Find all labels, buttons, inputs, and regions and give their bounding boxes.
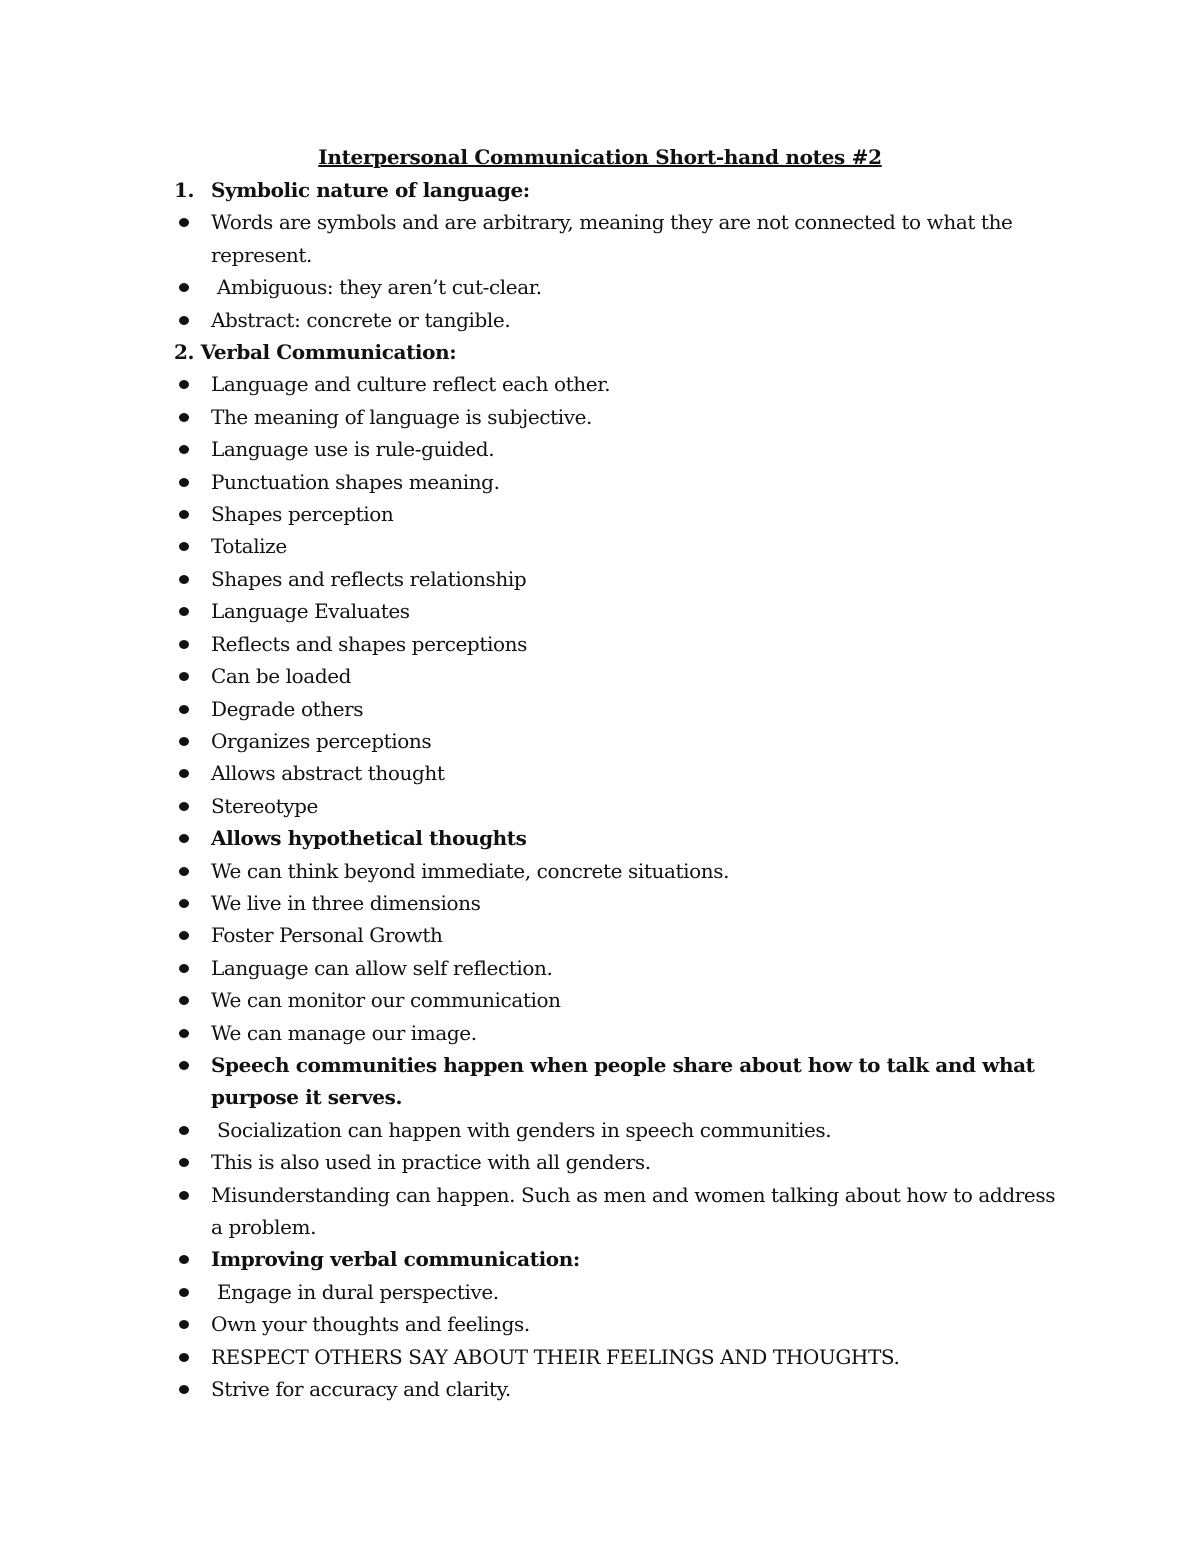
bullet-icon [179, 413, 189, 422]
list-item-text: We can manage our image. [211, 1020, 477, 1045]
bullet-icon [179, 867, 189, 876]
list-item-text: Degrade others [211, 696, 364, 721]
list-item [0, 919, 1200, 951]
list-item-text: Engage in dural perspective. [211, 1279, 499, 1304]
list-item-text: Words are symbols and are arbitrary, meaning they are not connected to what the represent. [211, 210, 1013, 267]
list-item-text: Language Evaluates [211, 599, 410, 624]
list-item [0, 304, 1200, 336]
bullet-icon [179, 899, 189, 908]
list-item-text: Misunderstanding can happen. Such as men and women talking about how to address a problem. [211, 1182, 1056, 1239]
list-item [0, 1373, 1200, 1405]
list-item [0, 1017, 1200, 1049]
list-item-text: Shapes perception [211, 502, 394, 527]
bullet-icon [179, 1029, 189, 1038]
list-item-text: Own your thoughts and feelings. [211, 1312, 530, 1337]
section-heading-text: Symbolic nature of language: [211, 178, 530, 202]
list-item-text: We can monitor our communication [211, 988, 561, 1013]
bullet-icon [179, 1288, 189, 1297]
list-item-text: Speech communities happen when people share about how to talk and what purpose it serves. [211, 1052, 1035, 1110]
list-item-text: Abstract: concrete or tangible. [211, 307, 511, 332]
list-item-text: Language can allow self reflection. [211, 955, 553, 980]
list-item [0, 401, 1200, 433]
bullet-icon [179, 1126, 189, 1135]
list-item-text: Totalize [211, 534, 287, 559]
list-item-text: Foster Personal Growth [211, 923, 443, 948]
list-item [0, 1179, 1200, 1244]
list-item-text: We live in three dimensions [211, 890, 481, 915]
list-item-text: Punctuation shapes meaning. [211, 469, 500, 494]
list-item [0, 368, 1200, 400]
list-item-text: Improving verbal communication: [211, 1247, 580, 1272]
list-item-text: Language use is rule-guided. [211, 437, 495, 462]
list-item [0, 530, 1200, 562]
list-item-text: Can be loaded [211, 664, 352, 689]
list-item-text: Stereotype [211, 793, 318, 818]
list-item-text: Ambiguous: they aren’t cut-clear. [211, 275, 542, 300]
bullet-icon [179, 510, 189, 519]
section-2-heading: 2. Verbal Communication: [174, 340, 457, 365]
list-item [0, 1308, 1200, 1340]
list-item [0, 1114, 1200, 1146]
bullet-icon [179, 802, 189, 811]
bullet-icon [179, 1191, 189, 1200]
list-item [0, 1341, 1200, 1373]
list-item-text: This is also used in practice with all genders. [211, 1150, 651, 1175]
list-number: 1. [174, 178, 195, 202]
list-item [0, 271, 1200, 303]
list-item [0, 822, 1200, 854]
list-item [0, 984, 1200, 1016]
list-item [0, 1049, 1200, 1114]
list-item-text: Allows abstract thought [211, 761, 445, 786]
document-title: Interpersonal Communication Short-hand notes #2 [318, 145, 882, 169]
list-item-text: Allows hypothetical thoughts [211, 826, 527, 851]
list-item [0, 887, 1200, 919]
bullet-icon [179, 1061, 189, 1070]
bullet-icon [179, 1353, 189, 1362]
section-1-heading [0, 174, 1200, 206]
bullet-icon [179, 316, 189, 325]
list-item-text: Reflects and shapes perceptions [211, 631, 527, 656]
list-item-text: Language and culture reflect each other. [211, 372, 611, 397]
document-body [0, 174, 1200, 1405]
list-item [0, 757, 1200, 789]
list-item [0, 628, 1200, 660]
list-item [0, 855, 1200, 887]
list-item [0, 466, 1200, 498]
list-item-text: We can think beyond immediate, concrete situations. [211, 858, 730, 883]
list-item [0, 595, 1200, 627]
list-item [0, 660, 1200, 692]
list-item-text: The meaning of language is subjective. [211, 404, 592, 429]
list-item [0, 498, 1200, 530]
list-item [0, 725, 1200, 757]
list-item-text: Strive for accuracy and clarity. [211, 1377, 511, 1402]
list-item [0, 563, 1200, 595]
list-item-text: Organizes perceptions [211, 728, 432, 753]
list-item [0, 1243, 1200, 1275]
list-item [0, 1146, 1200, 1178]
list-item [0, 693, 1200, 725]
bullet-icon [179, 575, 189, 584]
list-item-text: RESPECT OTHERS SAY ABOUT THEIR FEELINGS AND THOUGHTS. [211, 1344, 900, 1369]
bullet-icon [179, 964, 189, 973]
bullet-icon [179, 705, 189, 714]
bullet-icon [179, 478, 189, 487]
list-item [0, 952, 1200, 984]
list-item [0, 790, 1200, 822]
bullet-icon [179, 1385, 189, 1394]
bullet-icon [179, 737, 189, 746]
list-item [0, 1276, 1200, 1308]
bullet-icon [179, 640, 189, 649]
list-item-text: Socialization can happen with genders in speech communities. [211, 1117, 832, 1142]
list-item [0, 433, 1200, 465]
list-item-text: Shapes and reflects relationship [211, 566, 527, 591]
list-item [0, 206, 1200, 271]
